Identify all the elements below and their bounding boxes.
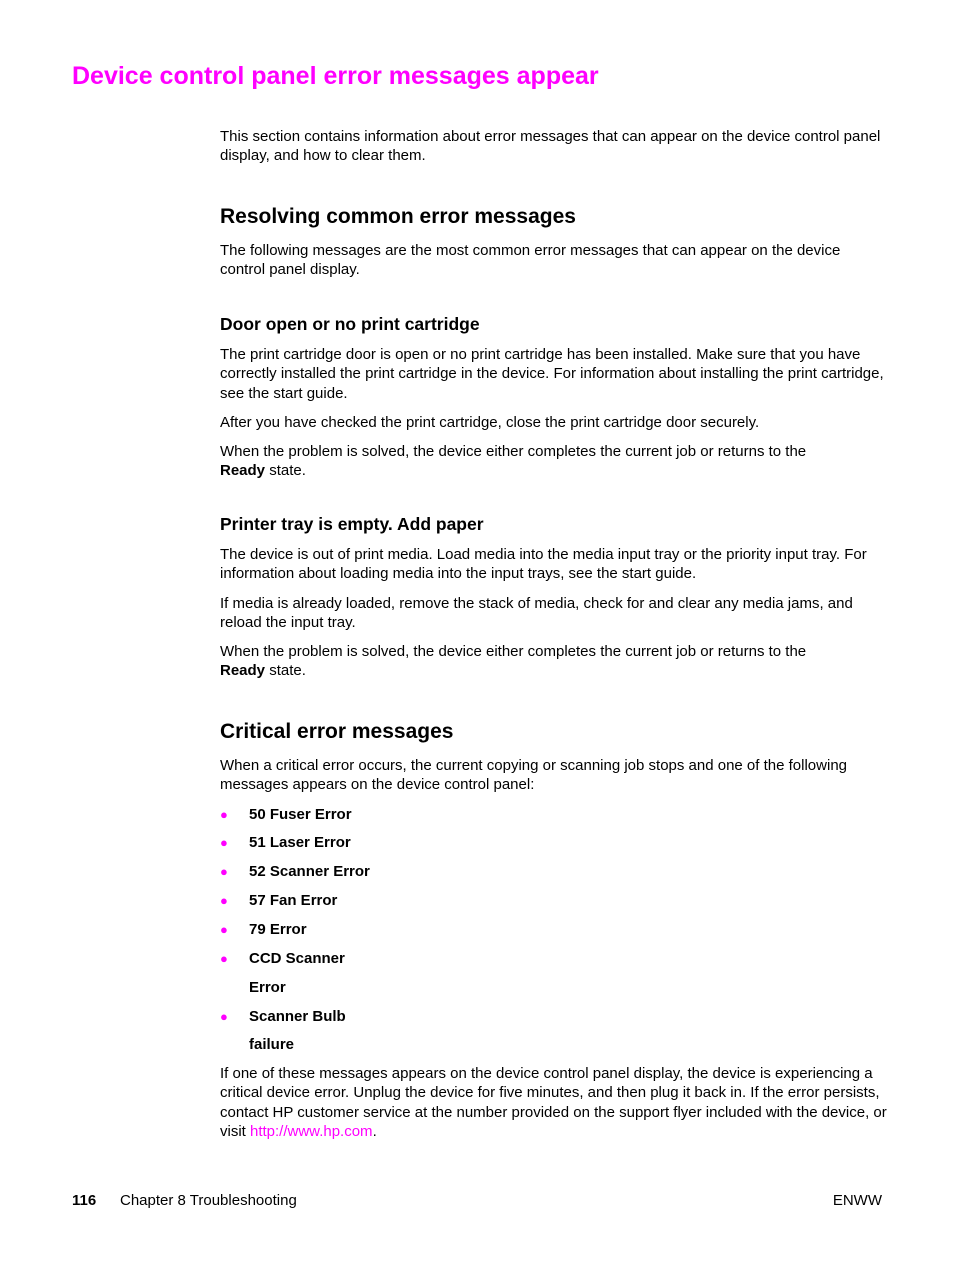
intro-paragraph: This section contains information about error messages that can appear on the device control panel display, and how to clear them. (220, 128, 881, 165)
error-message-label: Error (249, 979, 286, 996)
tray-empty-paragraph-1: The device is out of print media. Load media into the media input tray or the priority input tray. For information about loading media into the input trays, see the start guide. (220, 546, 867, 583)
error-message-label: 52 Scanner Error (249, 863, 370, 880)
footer-right-label: ENWW (832, 1192, 882, 1209)
ready-state-label: Ready (220, 462, 266, 480)
critical-errors-intro: When a critical error occurs, the current copying or scanning job stops and one of the following messages appears on the device control panel: (220, 757, 847, 794)
ready-state-label: Ready (220, 662, 266, 680)
common-errors-heading: Resolving common error messages (220, 205, 576, 228)
error-message-label: Scanner Bulb (249, 1008, 346, 1025)
bullet-icon: ● (220, 807, 228, 822)
critical-outro-text: If one of these messages appears on the device control panel display, the device is experiencing a critical device error. Unplug the device for five minutes, and then plug it back in. If the error persists, contact HP customer service at the number provided on the support flyer included with the device, or visit (220, 1065, 887, 1141)
error-message-label: CCD Scanner (249, 950, 345, 967)
critical-outro-end: . (372, 1123, 377, 1141)
error-message-label: failure (249, 1036, 295, 1053)
error-message-label: 50 Fuser Error (249, 806, 352, 823)
door-open-paragraph-3 (220, 442, 888, 481)
bullet-icon: ● (220, 893, 228, 908)
tray-empty-paragraph-2: If media is already loaded, remove the stack of media, check for and clear any media jams, and reload the input tray. (220, 595, 853, 632)
page-number: 116 (72, 1192, 97, 1209)
door-open-p3-text: When the problem is solved, the device either completes the current job or returns to the (220, 443, 807, 460)
bullet-icon: ● (220, 864, 228, 879)
error-message-label: 79 Error (249, 921, 307, 938)
critical-errors-outro (220, 1064, 888, 1142)
critical-errors-heading: Critical error messages (220, 720, 454, 743)
bullet-icon: ● (220, 1009, 228, 1024)
error-message-label: 57 Fan Error (249, 892, 338, 909)
common-errors-text: The following messages are the most common error messages that can appear on the device control panel display. (220, 242, 841, 279)
page-title: Device control panel error messages appear (72, 62, 599, 90)
tray-empty-p3-text: When the problem is solved, the device either completes the current job or returns to the (220, 643, 807, 660)
door-open-paragraph-2: After you have checked the print cartridge, close the print cartridge door securely. (220, 414, 760, 431)
hp-website-link[interactable]: http://www.hp.com (250, 1123, 373, 1141)
bullet-icon: ● (220, 922, 228, 937)
tray-empty-paragraph-3 (220, 642, 888, 681)
door-open-paragraph-1: The print cartridge door is open or no print cartridge has been installed. Make sure that you have correctly installed the print cartridge in the device. For information about installing the print cartridge, see the start guide. (220, 346, 884, 402)
door-open-heading: Door open or no print cartridge (220, 314, 480, 334)
tray-empty-heading: Printer tray is empty. Add paper (220, 514, 484, 534)
bullet-icon: ● (220, 951, 228, 966)
bullet-icon: ● (220, 835, 228, 850)
tray-empty-p3-end: state. (265, 662, 306, 680)
error-message-label: 51 Laser Error (249, 834, 351, 851)
chapter-label: Chapter 8 Troubleshooting (120, 1192, 297, 1209)
door-open-p3-end: state. (265, 462, 306, 480)
